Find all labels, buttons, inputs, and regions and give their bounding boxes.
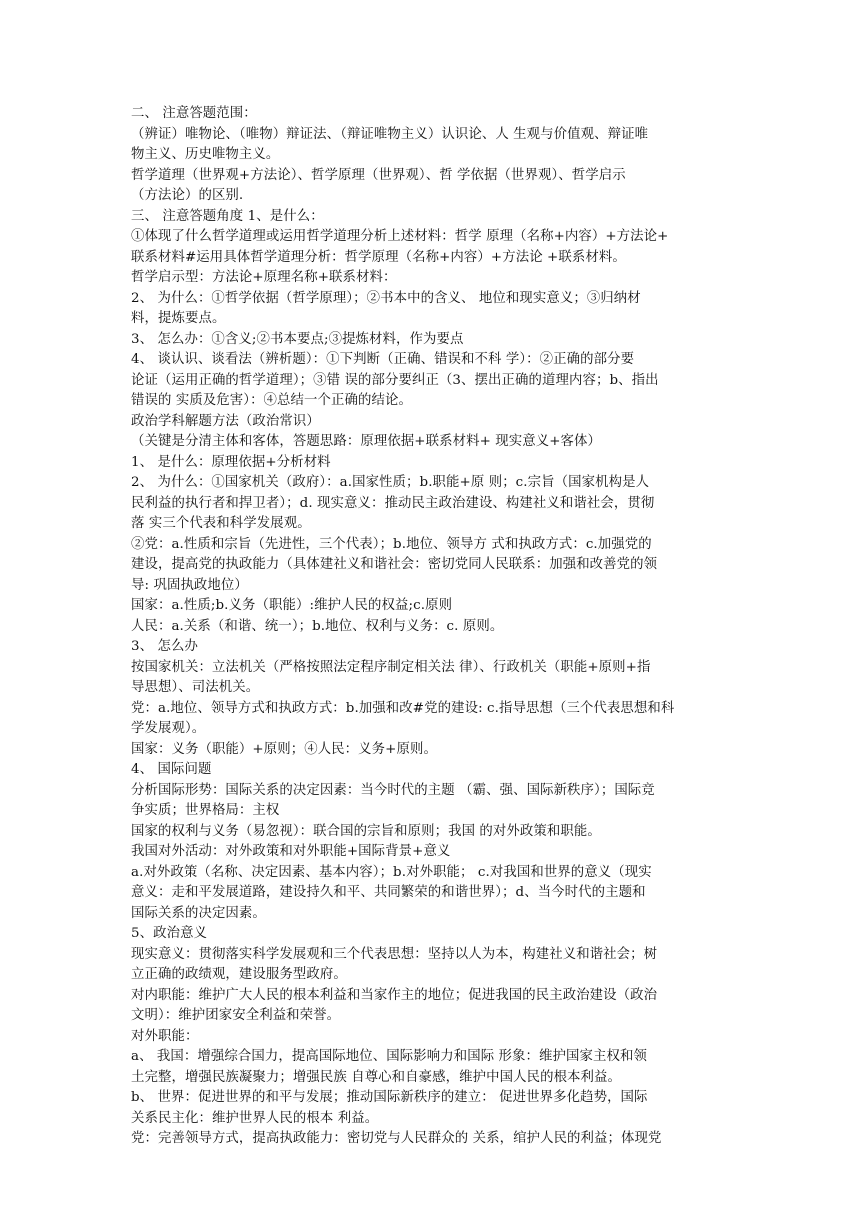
text-line: 我国对外活动：对外政策和对外职能+国际背景+意义 — [131, 844, 451, 859]
text-line: 争实质；世界格局：主权 — [131, 803, 280, 818]
text-line: 2、 为什么：①哲学依据（哲学原理）；②书本中的含义、 地位和现实意义；③归纳材 — [131, 290, 641, 306]
text-line: 论证（运用正确的哲学道理）；③错 误的部分要纠正（3、摆出正确的道理内容；b、指出 — [131, 372, 659, 388]
text-line: 3、 怎么办 — [131, 639, 198, 654]
text-line: 党：完善领导方式，提高执政能力：密切党与人民群众的 关系，绾护人民的利益；体现党 — [131, 1131, 662, 1146]
document-body — [131, 104, 732, 1150]
text-line: 错误的 实质及危害）：④总结一个正确的结论。 — [131, 393, 412, 408]
text-line: （方法论）的区别. — [131, 188, 244, 203]
text-line: 导思想）、司法机关。 — [131, 680, 260, 695]
text-line: 现实意义：贯彻落实科学发展观和三个代表思想：坚持以人为本，构建社义和谐社会；树 — [131, 946, 658, 962]
text-line: 2、 为什么：①国家机关（政府）：a.国家性质；b.职能+原 则；c.宗旨（国家机构是人 — [131, 475, 650, 490]
text-line: 4、 谈认识、谈看法（辨析题）：①下判断（正确、错误和不科 学）：②正确的部分要 — [131, 352, 635, 367]
text-line: 政治学科解题方法（政治常识） — [131, 413, 320, 429]
text-line: 导: 巩固执政地位） — [131, 577, 248, 593]
text-line: 国家：a.性质;b.义务（职能）:维护人民的权益;c.原则 — [131, 598, 453, 613]
text-line: a、 我国：增强综合国力，提高国际地位、国际影响力和国际 形象：维护国家主权和领 — [131, 1049, 647, 1064]
text-line: ②党：a.性质和宗旨（先进性，三个代表）；b.地位、领导方 式和执政方式：c.加强党的 — [131, 536, 652, 552]
text-line: a.对外政策（名称、决定因素、基本内容）；b.对外职能； c.对我国和世界的意义（现实 — [131, 864, 652, 880]
text-line: 3、 怎么办：①含义;②书本要点;③提炼材料，作为要点 — [131, 331, 464, 347]
text-line: 联系材料#运用具体哲学道理分析：哲学原理（名称+内容）+方法论 +联系材料。 — [131, 249, 626, 265]
text-line: b、 世界：促进世界的和平与发展；推动国际新秩序的建立： 促进世界多化趋势，国际 — [131, 1090, 648, 1105]
text-line: 民利益的执行者和捍卫者）；d. 现实意义：推动民主政治建设、构建社义和谐社会，贯彻 — [131, 495, 655, 511]
text-line: 对内职能：维护广大人民的根本利益和当家作主的地位；促进我国的民主政治建设（政治 — [131, 987, 658, 1003]
text-line: 国际关系的决定因素。 — [131, 905, 266, 921]
text-line: 物主义、历史唯物主义。 — [131, 147, 280, 162]
text-line: 4、 国际问题 — [131, 762, 212, 777]
text-line: 人民：a.关系（和谐、统一）；b.地位、权利与义务：c. 原则。 — [131, 618, 504, 634]
text-line: 学发展观）。 — [131, 721, 206, 736]
text-line: 落 实三个代表和科学发展观。 — [131, 516, 311, 531]
text-line: 三、 注意答题角度 1、是什么： — [131, 208, 324, 224]
text-line: （关键是分清主体和客体，答题思路：原理依据+联系材料+ 现实意义+客体） — [131, 434, 602, 449]
text-line: ①体现了什么哲学道理或运用哲学道理分析上述材料：哲学 原理（名称+内容）+方法论+ — [131, 229, 669, 244]
text-line: 料，提炼要点。 — [131, 311, 226, 326]
text-line: （辨证）唯物论、（唯物）辩证法、（辩证唯物主义）认识论、人 生观与价值观、辩证唯 — [131, 126, 649, 142]
text-line: 文明）：维护团家安全利益和荣誉。 — [131, 1008, 341, 1023]
text-line: 1、 是什么：原理依据+分析材料 — [131, 454, 331, 470]
text-line: 按国家机关：立法机关（严格按照法定程序制定相关法 律）、行政机关（职能+原则+指 — [131, 659, 651, 675]
text-line: 哲学启示型：方法论+原理名称+联系材料： — [131, 270, 397, 285]
text-line: 5、政治意义 — [131, 926, 208, 941]
text-line: 二、 注意答题范围： — [131, 106, 257, 121]
text-line: 对外职能： — [131, 1028, 199, 1044]
text-line: 土完整，增强民族凝聚力；增强民族 自尊心和自豪感，维护中国人民的根本利益。 — [131, 1069, 622, 1085]
text-line: 建设，提高党的执政能力（具体建社义和谐社会：密切党同人民联系：加强和改善党的领 — [131, 557, 658, 572]
text-line: 立正确的政绩观，建设服务型政府。 — [131, 967, 347, 982]
text-line: 哲学道理（世界观+方法论）、哲学原理（世界观）、哲 学依据（世界观）、哲学启示 — [131, 167, 626, 183]
text-line: 国家：义务（职能）+原则；④人民：义务+原则。 — [131, 741, 437, 757]
text-line: 党：a.地位、领导方式和执政方式：b.加强和改#党的建设: c.指导思想（三个代表思想和科 — [131, 700, 675, 716]
text-line: 分析国际形势：国际关系的决定因素：当今时代的主题 （霸、强、国际新秩序）；国际竞 — [131, 782, 655, 798]
text-line: 意义：走和平发展道路，建设持久和平、共同繁荣的和谐世界）；d、当今时代的主题和 — [131, 885, 646, 900]
text-line: 关系民主化：维护世界人民的根本 利益。 — [131, 1110, 379, 1126]
text-line: 国家的权利与义务（易忽视）：联合国的宗旨和原则；我国 的对外政策和职能。 — [131, 823, 601, 839]
